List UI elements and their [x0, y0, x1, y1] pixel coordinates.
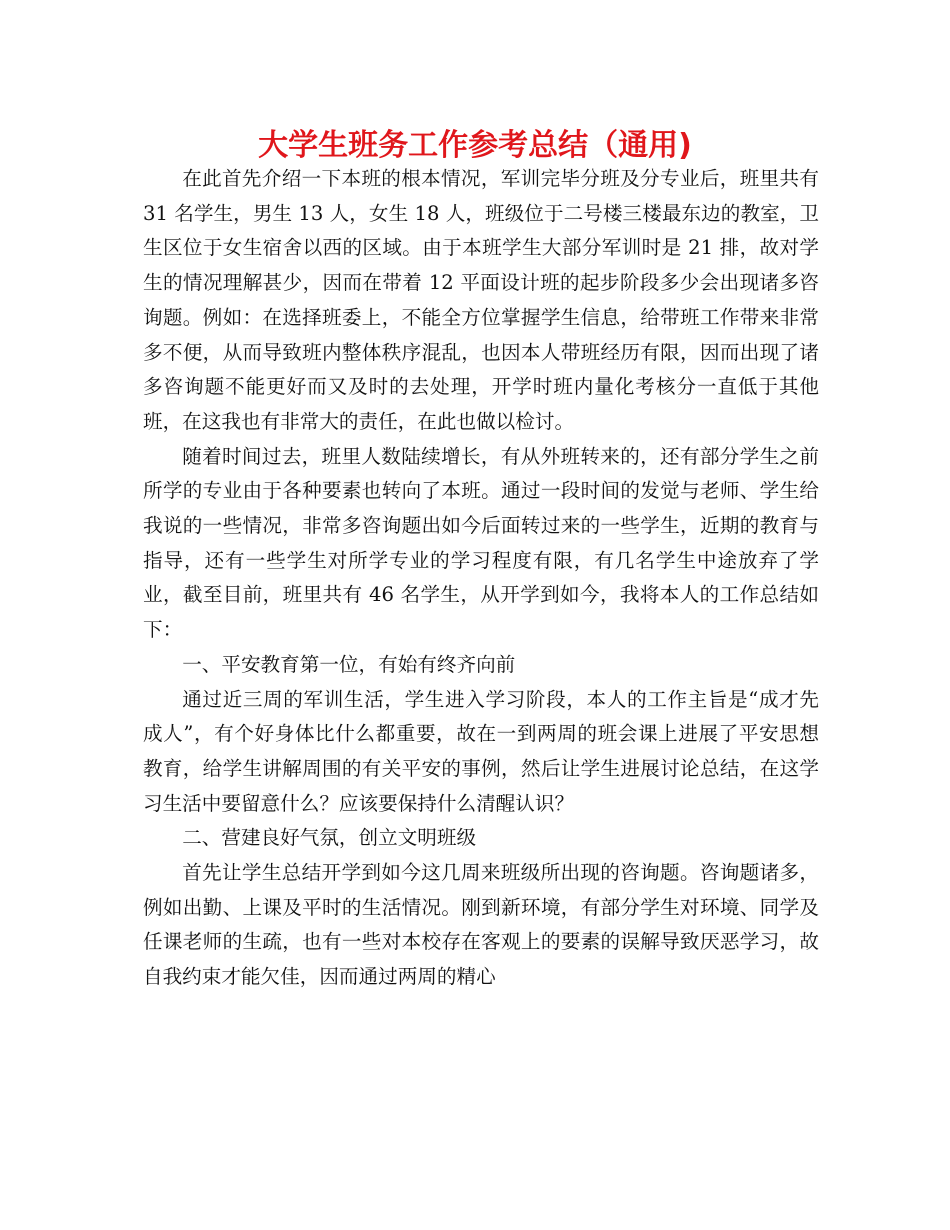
- document-title: 大学生班务工作参考总结（通用): [258, 128, 692, 163]
- section-heading-atmosphere: 二、营建良好气氛，创立文明班级: [182, 826, 477, 850]
- paragraph-safety: 通过近三周的军训生活，学生进入学习阶段，本人的工作主旨是“成才先成人”，有个好身体比什么都重要，故在一到两周的班会课上进展了平安思想教育，给学生讲解周围的有关平安的事例，然后让学生进展讨论总结，在这学习生活中要留意什么？应该要保持什么清醒认识？: [143, 687, 819, 815]
- paragraph-atmosphere: 首先让学生总结开学到如今这几周来班级所出现的咨询题。咨询题诸多，例如出勤、上课及平时的生活情况。刚到新环境，有部分学生对环境、同学及任课老师的生疏，也有一些对本校存在客观上的要素的误解导致厌恶学习，故自我约束才能欠佳，因而通过两周的精心: [143, 861, 819, 989]
- section-heading-safety: 一、平安教育第一位，有始有终齐向前: [182, 652, 516, 676]
- document-body: [143, 162, 819, 995]
- paragraph-enrollment: 随着时间过去，班里人数陆续增长，有从外班转来的，还有部分学生之前所学的专业由于各种要素也转向了本班。通过一段时间的发觉与老师、学生给我说的一些情况，非常多咨询题出如今后面转过来的一些学生，近期的教育与指导，还有一些学生对所学专业的学习程度有限，有几名学生中途放弃了学业，截至目前，班里共有 46 名学生，从开学到如今，我将本人的工作总结如下：: [143, 444, 819, 642]
- paragraph-intro: 在此首先介绍一下本班的根本情况，军训完毕分班及分专业后，班里共有 31 名学生，男生 13 人，女生 18 人，班级位于二号楼三楼最东边的教室，卫生区位于女生宿舍以西的区域。由于本班学生大部分军训时是 21 排，故对学生的情况理解甚少，因而在带着 12 平面设计班的起步阶段多少会出现诸多咨询题。例如：在选择班委上，不能全方位掌握学生信息，给带班工作带来非常多不便，从而导致班内整体秩序混乱，也因本人带班经历有限，因而出现了诸多咨询题不能更好而又及时的去处理，开学时班内量化考核分一直低于其他班，在这我也有非常大的责任，在此也做以检讨。: [143, 167, 819, 433]
